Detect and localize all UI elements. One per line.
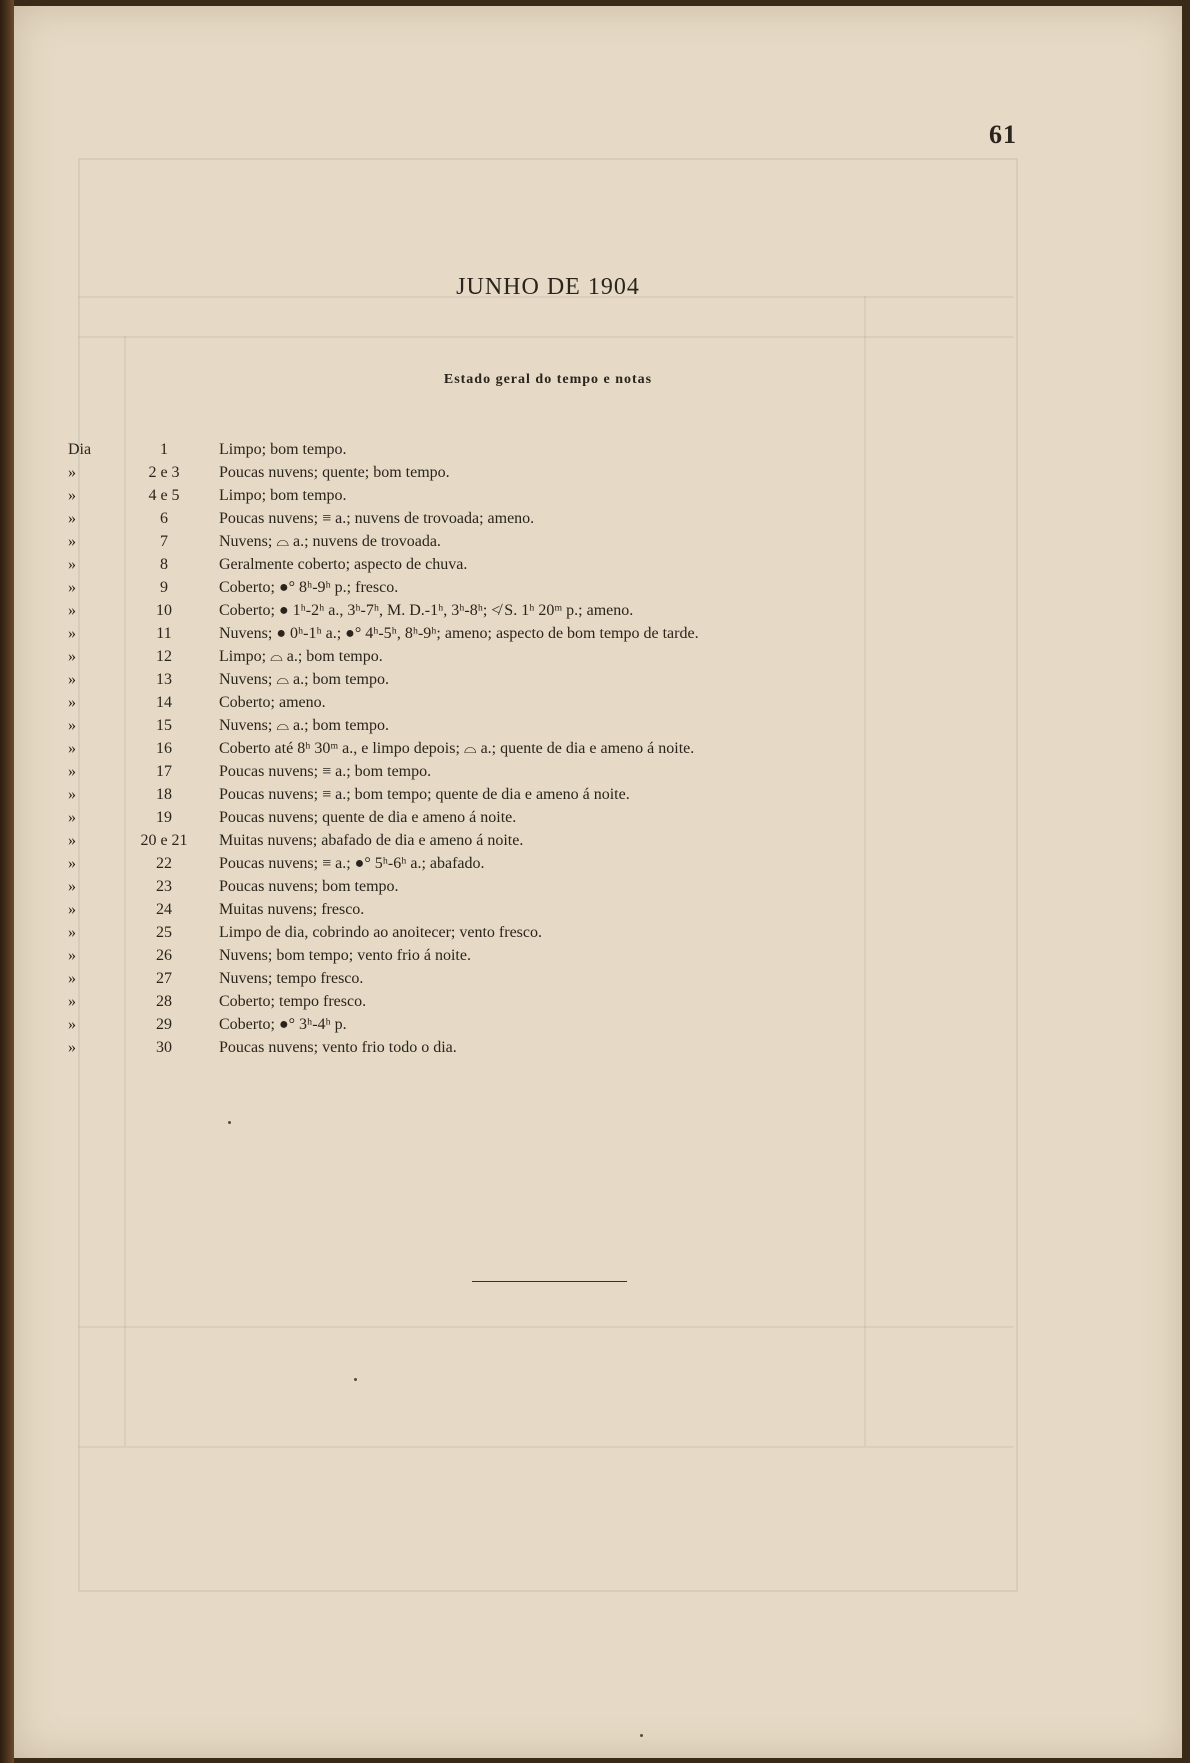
row-label: » (68, 1016, 76, 1033)
list-item (14, 714, 1114, 737)
row-label: » (68, 510, 76, 527)
weather-note: Nuvens; ● 0ʰ-1ʰ a.; ●° 4ʰ-5ʰ, 8ʰ-9ʰ; ameno; aspecto de bom tempo de tarde. (219, 625, 699, 642)
list-item (14, 484, 1114, 507)
day-number: 23 (156, 878, 172, 895)
row-label: » (68, 993, 76, 1010)
day-number: 7 (160, 533, 168, 550)
row-label: » (68, 947, 76, 964)
day-number: 10 (156, 602, 172, 619)
weather-note: Coberto; tempo fresco. (219, 993, 367, 1010)
list-item (14, 576, 1114, 599)
row-label: » (68, 970, 76, 987)
weather-note: Nuvens; tempo fresco. (219, 970, 364, 987)
weather-note: Poucas nuvens; ≡ a.; ●° 5ʰ-6ʰ a.; abafado. (219, 855, 485, 872)
day-number: 2 e 3 (148, 464, 180, 481)
row-label: » (68, 878, 76, 895)
day-number: 19 (156, 809, 172, 826)
row-label: » (68, 924, 76, 941)
row-label: » (68, 763, 76, 780)
day-number: 29 (156, 1016, 172, 1033)
weather-note: Coberto; ●° 8ʰ-9ʰ p.; fresco. (219, 579, 399, 596)
day-number: 18 (156, 786, 172, 803)
bleed-through-line (78, 1326, 1014, 1328)
row-label: » (68, 786, 76, 803)
list-item (14, 806, 1114, 829)
row-label: » (68, 1039, 76, 1056)
row-label: » (68, 533, 76, 550)
weather-note: Geralmente coberto; aspecto de chuva. (219, 556, 468, 573)
row-label: » (68, 740, 76, 757)
weather-note: Poucas nuvens; ≡ a.; bom tempo. (219, 763, 432, 780)
list-item (14, 875, 1114, 898)
row-label: Dia (68, 441, 92, 458)
list-item (14, 461, 1114, 484)
document-page (14, 6, 1182, 1758)
list-item (14, 599, 1114, 622)
weather-note: Poucas nuvens; vento frio todo o dia. (219, 1039, 457, 1056)
section-subtitle: Estado geral do tempo e notas (443, 372, 653, 387)
weather-note: Nuvens; bom tempo; vento frio á noite. (219, 947, 471, 964)
weather-note: Poucas nuvens; bom tempo. (219, 878, 399, 895)
weather-note: Nuvens; ⌓ a.; nuvens de trovoada. (219, 533, 441, 550)
weather-note: Nuvens; ⌓ a.; bom tempo. (219, 671, 389, 688)
list-item (14, 852, 1114, 875)
row-label: » (68, 855, 76, 872)
day-number: 15 (156, 717, 172, 734)
list-item (14, 1036, 1114, 1059)
day-number: 6 (160, 510, 168, 527)
paper-speck (640, 1734, 643, 1737)
row-label: » (68, 901, 76, 918)
list-item (14, 829, 1114, 852)
day-number: 25 (156, 924, 172, 941)
day-number: 1 (160, 441, 168, 458)
list-item (14, 990, 1114, 1013)
weather-note: Muitas nuvens; abafado de dia e ameno á noite. (219, 832, 524, 849)
row-label: » (68, 809, 76, 826)
list-item (14, 783, 1114, 806)
list-item (14, 438, 1114, 461)
section-end-rule (472, 1281, 627, 1282)
book-binding-edge (0, 0, 14, 1763)
weather-note: Coberto; ameno. (219, 694, 326, 711)
day-number: 12 (156, 648, 172, 665)
row-label: » (68, 694, 76, 711)
list-item (14, 921, 1114, 944)
day-number: 16 (156, 740, 172, 757)
weather-note: Poucas nuvens; ≡ a.; nuvens de trovoada; ameno. (219, 510, 535, 527)
paper-speck (354, 1378, 357, 1381)
day-number: 27 (156, 970, 172, 987)
weather-note: Poucas nuvens; ≡ a.; bom tempo; quente de dia e ameno á noite. (219, 786, 630, 803)
weather-note: Limpo; bom tempo. (219, 441, 347, 458)
row-label: » (68, 464, 76, 481)
list-item (14, 737, 1114, 760)
list-item (14, 553, 1114, 576)
bleed-through-line (78, 336, 1014, 338)
day-number: 26 (156, 947, 172, 964)
row-label: » (68, 717, 76, 734)
day-number: 13 (156, 671, 172, 688)
list-item (14, 668, 1114, 691)
day-number: 9 (160, 579, 168, 596)
page-title: JUNHO DE 1904 (456, 274, 640, 300)
list-item (14, 645, 1114, 668)
day-number: 8 (160, 556, 168, 573)
list-item (14, 1013, 1114, 1036)
list-item (14, 967, 1114, 990)
day-number: 4 e 5 (148, 487, 180, 504)
day-number: 24 (156, 901, 172, 918)
row-label: » (68, 602, 76, 619)
day-number: 11 (156, 625, 172, 642)
list-item (14, 760, 1114, 783)
weather-note: Coberto; ●° 3ʰ-4ʰ p. (219, 1016, 347, 1033)
day-number: 14 (156, 694, 172, 711)
list-item (14, 691, 1114, 714)
list-item (14, 622, 1114, 645)
row-label: » (68, 487, 76, 504)
weather-note: Limpo; ⌓ a.; bom tempo. (219, 648, 383, 665)
weather-note: Limpo; bom tempo. (219, 487, 347, 504)
weather-note: Coberto; ● 1ʰ-2ʰ a., 3ʰ-7ʰ, M. D.-1ʰ, 3ʰ-8ʰ; ≮ S. 1ʰ 20ᵐ p.; ameno. (219, 602, 634, 619)
weather-note: Poucas nuvens; quente; bom tempo. (219, 464, 450, 481)
row-label: » (68, 832, 76, 849)
day-number: 22 (156, 855, 172, 872)
page-number: 61 (989, 120, 1017, 149)
weather-note: Limpo de dia, cobrindo ao anoitecer; vento fresco. (219, 924, 542, 941)
row-label: » (68, 625, 76, 642)
weather-note: Coberto até 8ʰ 30ᵐ a., e limpo depois; ⌓ a.; quente de dia e ameno á noite. (219, 740, 695, 757)
bleed-through-line (78, 1446, 1014, 1448)
list-item (14, 530, 1114, 553)
row-label: » (68, 579, 76, 596)
list-item (14, 507, 1114, 530)
weather-note: Nuvens; ⌓ a.; bom tempo. (219, 717, 389, 734)
paper-speck (228, 1121, 231, 1124)
day-number: 30 (156, 1039, 172, 1056)
row-label: » (68, 671, 76, 688)
row-label: » (68, 648, 76, 665)
day-number: 28 (156, 993, 172, 1010)
weather-note: Poucas nuvens; quente de dia e ameno á noite. (219, 809, 517, 826)
row-label: » (68, 556, 76, 573)
day-number: 20 e 21 (140, 832, 188, 849)
day-number: 17 (156, 763, 172, 780)
list-item (14, 944, 1114, 967)
list-item (14, 898, 1114, 921)
weather-note: Muitas nuvens; fresco. (219, 901, 365, 918)
